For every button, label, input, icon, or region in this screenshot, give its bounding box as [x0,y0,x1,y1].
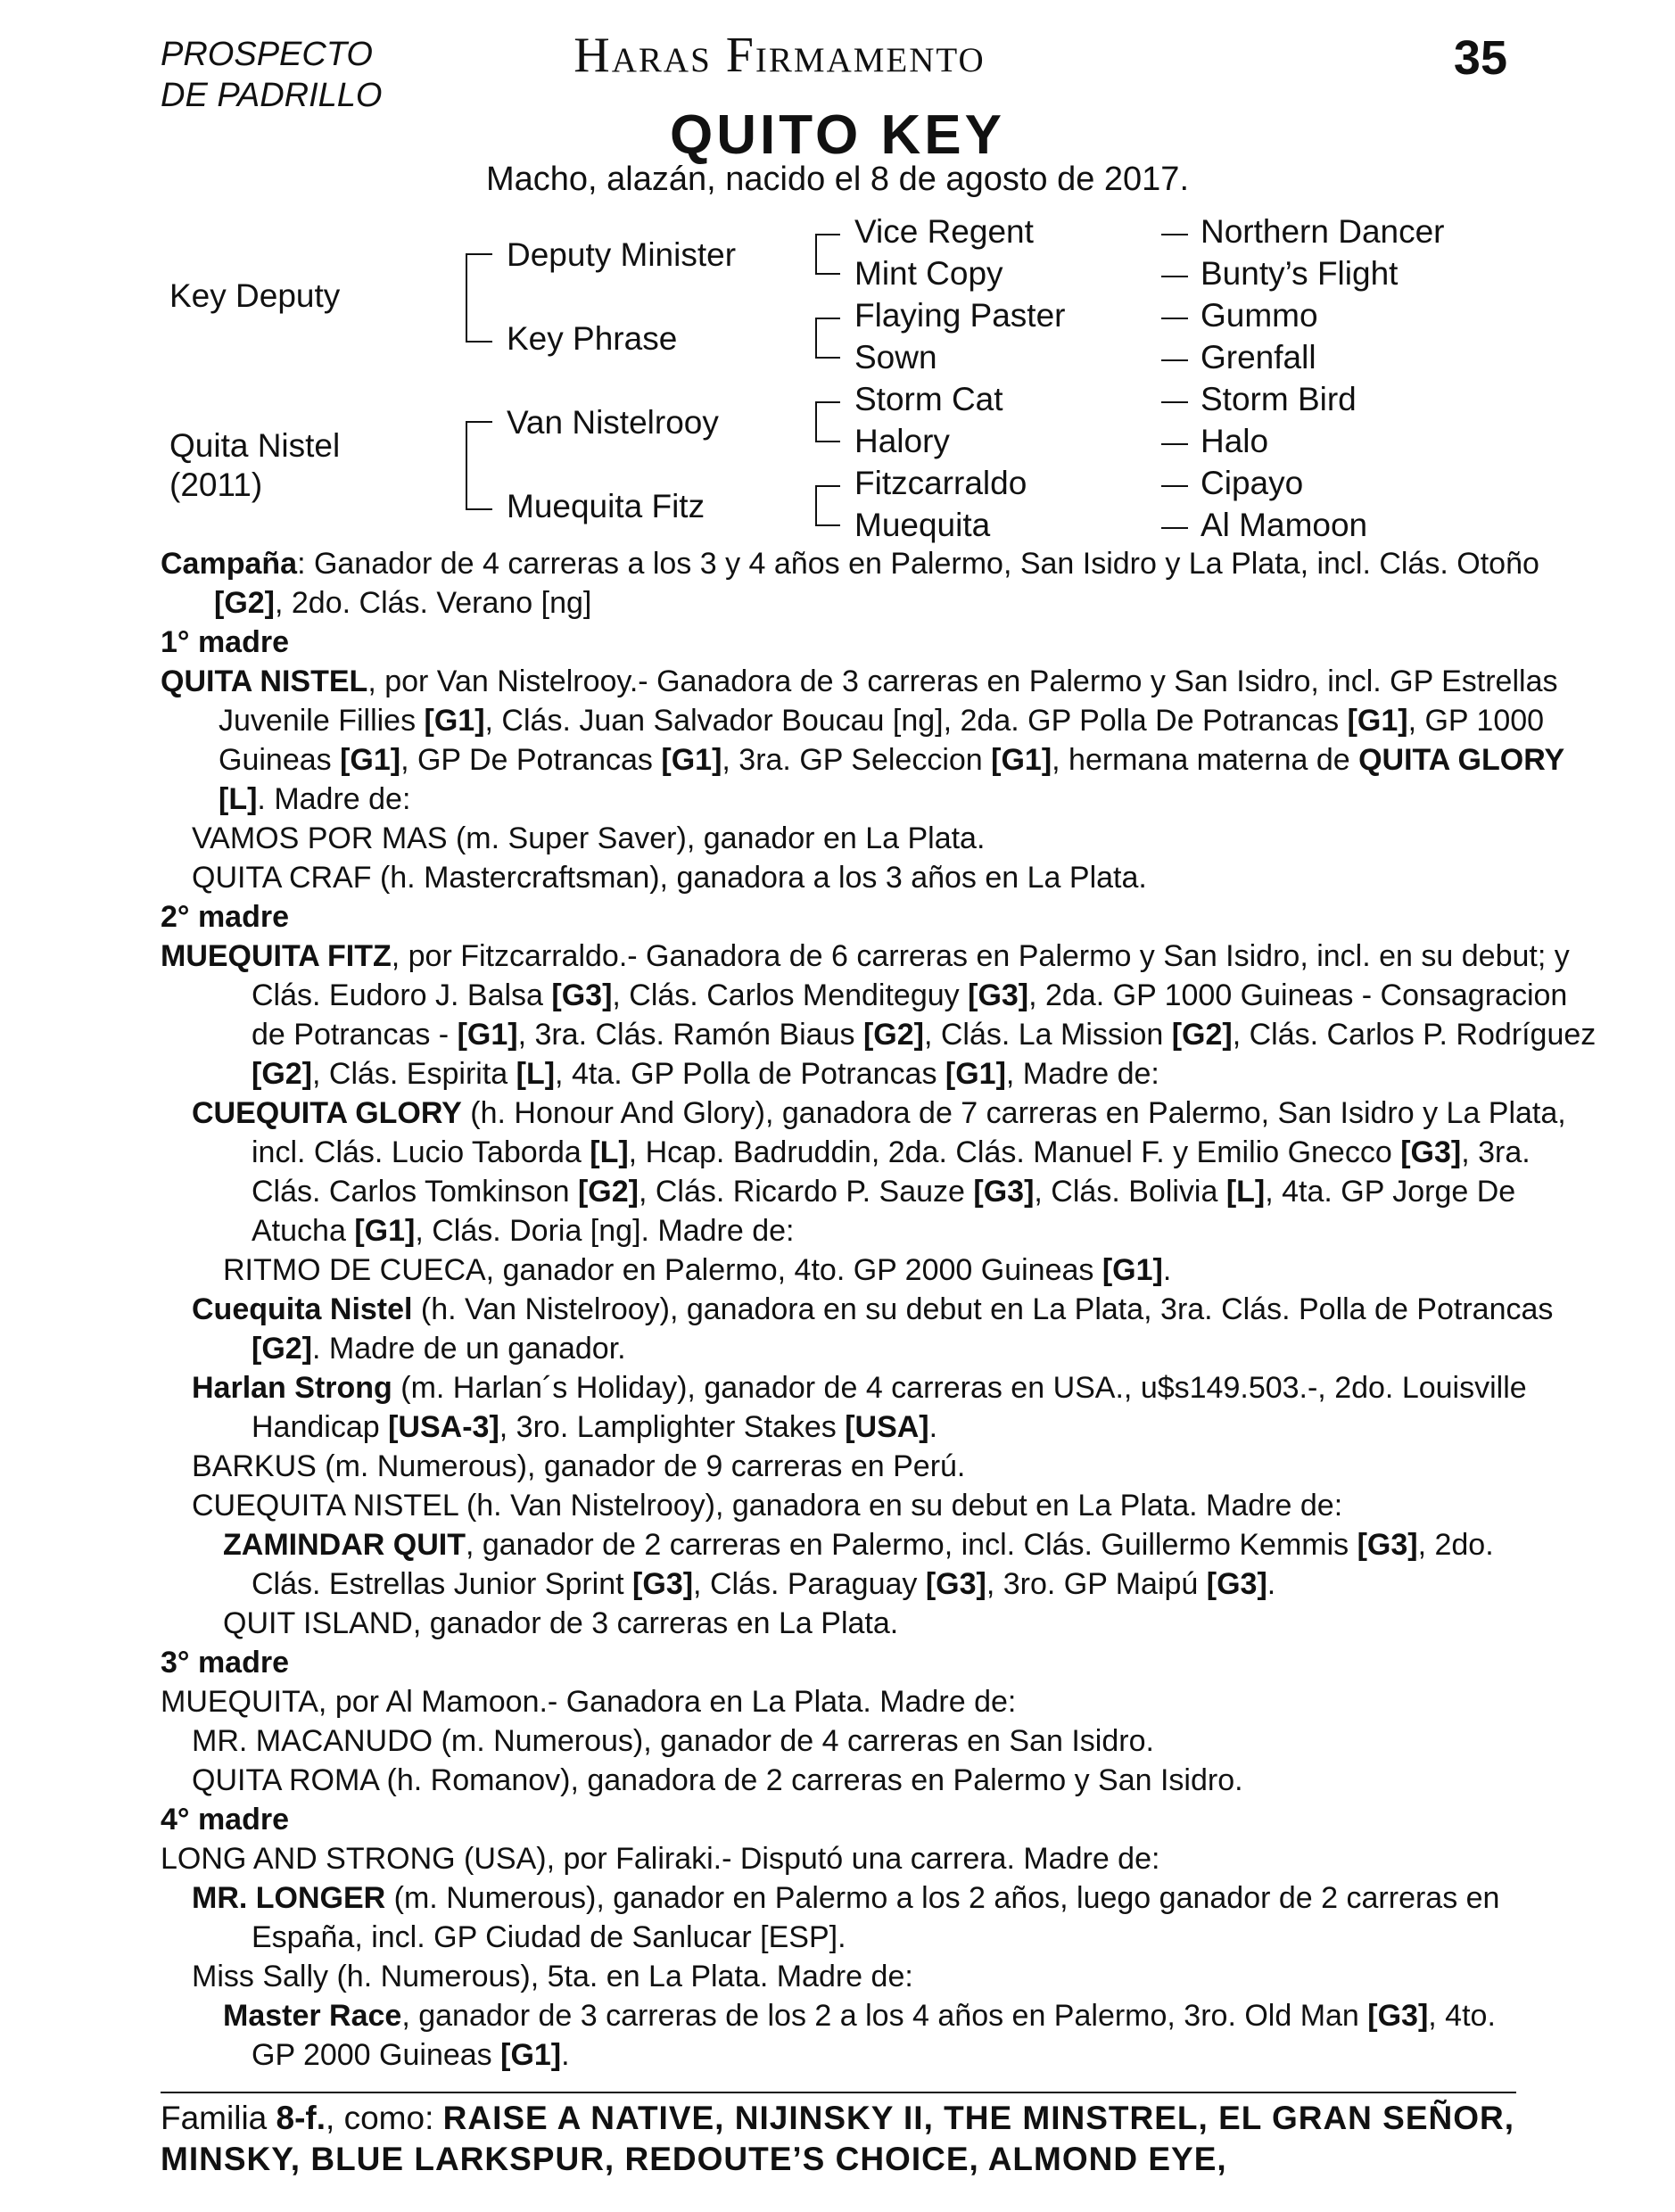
cuequita-glory-text: , Clás. Bolivia [1034,1175,1226,1209]
pedigree-g2-1: Deputy Minister [507,236,737,273]
prospecto-line-2: DE PADRILLO [161,77,383,114]
produce-item [223,1250,1559,1290]
harlan-strong-text: . [928,1410,938,1444]
divider-line [161,2092,1516,2093]
pedigree-dam-year: (2011) [169,466,263,503]
harlan-strong-text: , 3ro. Lamplighter Stakes [499,1410,846,1444]
grade-badge: [G1] [991,743,1052,777]
grade-badge: [L] [516,1057,556,1091]
pedigree-dash [1161,318,1188,319]
grade-badge: [G1] [500,2038,562,2072]
grade-badge: [G2] [862,1018,924,1052]
campana-text: , 2do. Clás. Verano [ng] [275,586,592,620]
cuequita-glory-text: , 4ta. GP Jorge De Atucha [252,1175,1516,1248]
cuequita-glory-text: , Clás. Doria [ng]. Madre de: [415,1214,795,1248]
grade-badge: [USA] [845,1410,929,1444]
produce-item: MR. MACANUDO (m. Numerous), ganador de 4 carreras en San Isidro. [192,1724,1154,1758]
master-race-name: Master Race [223,1999,402,2033]
madre-3-heading: 3° madre [161,1646,290,1680]
familia-como: , como: [326,2100,443,2136]
familia-list: RAISE A NATIVE, NIJINSKY II, THE MINSTREL, EL GRAN SEÑOR, MINSKY, BLUE LARKSPUR, REDOUTE’S CHOICE, ALMOND EYE, [161,2100,1515,2177]
pedigree-bracket [466,253,492,343]
pedigree-g3-3: Flaying Paster [854,297,1066,334]
pedigree-g4-1: Northern Dancer [1201,213,1445,250]
madre-4-heading: 4° madre [161,1803,290,1836]
campana-paragraph [0,544,1570,623]
pedigree-g2-3: Van Nistelrooy [507,404,719,441]
cuequita-nistel-text: . Madre de un ganador. [312,1332,626,1366]
master-race-text: . [561,2038,570,2072]
madre-2-text: , Clás. Carlos Menditeguy [612,978,969,1012]
harlan-strong-text: (m. Harlan´s Holiday), ganador de 4 carreras en USA., u$s149.503.-, 2do. Louisville Handicap [252,1371,1527,1444]
pedigree-g4-6: Halo [1201,423,1269,459]
horse-subtitle: Macho, alazán, nacido el 8 de agosto de 2017. [485,161,1190,198]
grade-badge: [G3] [1357,1528,1418,1562]
pedigree-dash [1161,443,1188,445]
grade-badge: [G3] [1400,1135,1462,1169]
campana-label: Campaña [161,547,298,581]
pedigree-dash [1161,527,1188,529]
pedigree-g2-4: Muequita Fitz [507,488,705,524]
master-race-text: , ganador de 3 carreras de los 2 a los 4 años en Palermo, 3ro. Old Man [401,1999,1368,2033]
campana-text: : Ganador de 4 carreras a los 3 y 4 años en Palermo, San Isidro y La Plata, incl. Clás. Otoño [297,547,1539,581]
grade-badge: [G3] [925,1567,986,1601]
madre-2-text: , 2da. GP 1000 Guineas - Consagracion de Potrancas - [252,978,1568,1052]
madre-2-text: , por Fitzcarraldo.- Ganadora de 6 carreras en Palermo y San Isidro, incl. en su debut; y Clás. Eudoro J. Balsa [252,939,1570,1012]
pedigree-dash [1161,234,1188,235]
pedigree-g3-5: Storm Cat [854,381,1003,417]
produce-item: QUITA ROMA (h. Romanov), ganadora de 2 carreras en Palermo y San Isidro. [192,1763,1243,1797]
horse-name: QUITO KEY [670,104,1005,166]
grade-badge: [G3] [973,1175,1035,1209]
zamindar-quit-text: , Clás. Paraguay [693,1567,926,1601]
pedigree-g3-6: Halory [854,423,950,459]
madre-1-text: , hermana materna de [1052,743,1359,777]
haras-title: Haras Firmamento [573,28,986,83]
pedigree-g4-8: Al Mamoon [1201,507,1368,543]
familia-paragraph [161,2098,1516,2180]
madre-1-paragraph [0,662,1574,819]
madre-1-text: , Clás. Juan Salvador Boucau [ng], 2da. GP Polla De Potrancas [484,704,1348,738]
pedigree-bracket [466,421,492,510]
grade-badge: [G3] [968,978,1029,1012]
grade-badge: [G2] [1171,1018,1233,1052]
cuequita-glory-text: , Clás. Ricardo P. Sauze [638,1175,974,1209]
harlan-strong-name: Harlan Strong [192,1371,392,1405]
master-race-text: , 4to. GP 2000 Guineas [252,1999,1496,2072]
produce-item: CUEQUITA NISTEL (h. Van Nistelrooy), ganadora en su debut en La Plata. Madre de: [192,1489,1343,1523]
grade-badge: [G1] [354,1214,416,1248]
pedigree-dash [1161,359,1188,361]
familia-code: 8-f. [276,2100,326,2136]
pedigree-sire: Key Deputy [169,277,341,314]
madre-4-line: LONG AND STRONG (USA), por Faliraki.- Disputó una carrera. Madre de: [161,1842,1160,1876]
produce-item: QUIT ISLAND, ganador de 3 carreras en La Plata. [223,1606,899,1640]
grade-badge: [G2] [577,1175,639,1209]
pedigree-g2-2: Key Phrase [507,320,678,357]
pedigree-bracket [815,318,840,359]
madre-1-text: , 3ra. GP Seleccion [722,743,992,777]
zamindar-quit-paragraph [0,1525,1545,1604]
grade-badge: [G2] [214,586,275,620]
pedigree-dash [1161,485,1188,487]
grade-badge: [G3] [1206,1567,1267,1601]
ritmo-text: . [1162,1253,1172,1287]
madre-1-sister: QUITA GLORY [L] [219,743,1564,816]
prospecto-line-1: PROSPECTO [161,36,373,73]
zamindar-quit-text: , 3ro. GP Maipú [986,1567,1207,1601]
harlan-strong-paragraph [0,1368,1576,1447]
grade-badge: [G1] [457,1018,518,1052]
grade-badge: [G1] [1347,704,1408,738]
madre-1-text: , por Van Nistelrooy.- Ganadora de 3 carreras en Palermo y San Isidro, incl. GP Estrellas Juvenile Fillies [219,664,1558,738]
cuequita-glory-name: CUEQUITA GLORY [192,1096,462,1130]
pedigree-dash [1161,401,1188,403]
pedigree-notes [0,544,1597,2075]
grade-badge: [L] [590,1135,629,1169]
grade-badge: [G3] [632,1567,694,1601]
cuequita-glory-text: , 3ra. Clás. Carlos Tomkinson [252,1135,1531,1209]
madre-2-heading: 2° madre [161,900,290,934]
master-race-paragraph [0,1996,1545,2075]
pedigree-g4-7: Cipayo [1201,465,1304,501]
zamindar-quit-text: . [1267,1567,1276,1601]
grade-badge: [G1] [945,1057,1006,1091]
produce-item: BARKUS (m. Numerous), ganador de 9 carreras en Perú. [192,1449,966,1483]
produce-item: VAMOS POR MAS (m. Super Saver), ganador en La Plata. [192,821,986,855]
pedigree-g3-1: Vice Regent [854,213,1034,250]
madre-2-name: MUEQUITA FITZ [161,939,392,973]
madre-1-text: . Madre de: [257,782,411,816]
grade-badge: [USA-3] [388,1410,499,1444]
mr-longer-paragraph [0,1878,1576,1957]
grade-badge: [G3] [1367,1999,1429,2033]
pedigree-bracket [815,485,840,526]
pedigree-bracket [815,401,840,442]
cuequita-glory-paragraph [0,1094,1576,1250]
madre-1-heading: 1° madre [161,625,290,659]
grade-badge: [G1] [424,704,485,738]
produce-item: QUITA CRAF (h. Mastercraftsman), ganadora a los 3 años en La Plata. [192,861,1147,895]
madre-2-text: , Clás. Espirita [312,1057,516,1091]
pedigree-g4-5: Storm Bird [1201,381,1357,417]
madre-2-text: , Clás. La Mission [923,1018,1172,1052]
madre-2-paragraph [0,937,1607,1094]
page-number: 35 [1453,31,1507,85]
pedigree-g3-8: Muequita [854,507,991,543]
pedigree-g4-4: Grenfall [1201,339,1316,376]
grade-badge: [G2] [252,1057,312,1091]
cuequita-nistel-name: Cuequita Nistel [192,1292,413,1326]
zamindar-quit-text: , ganador de 2 carreras en Palermo, incl. Clás. Guillermo Kemmis [465,1528,1357,1562]
grade-badge: [G1] [340,743,401,777]
mr-longer-name: MR. LONGER [192,1881,386,1915]
cuequita-glory-text: (h. Honour And Glory), ganadora de 7 carreras en Palermo, San Isidro y La Plata, incl. Clás. Lucio Taborda [252,1096,1566,1169]
pedigree-g4-2: Bunty’s Flight [1201,255,1399,292]
madre-3-line: MUEQUITA, por Al Mamoon.- Ganadora en La Plata. Madre de: [161,1685,1017,1719]
cuequita-nistel-text: (h. Van Nistelrooy), ganadora en su debut en La Plata, 3ra. Clás. Polla de Potrancas [412,1292,1554,1326]
produce-item: Miss Sally (h. Numerous), 5ta. en La Plata. Madre de: [192,1960,913,1993]
madre-1-text: , GP 1000 Guineas [219,704,1545,777]
grade-badge: [G2] [252,1332,312,1366]
madre-1-text: , GP De Potrancas [400,743,662,777]
cuequita-nistel-paragraph [0,1290,1576,1368]
madre-1-name: QUITA NISTEL [161,664,368,698]
madre-2-text: , 3ra. Clás. Ramón Biaus [517,1018,863,1052]
madre-2-text: , Clás. Carlos P. Rodríguez [1232,1018,1597,1052]
grade-badge: [G1] [661,743,722,777]
pedigree-dam: Quita Nistel [169,427,341,464]
pedigree-g3-2: Mint Copy [854,255,1003,292]
pedigree-g3-4: Sown [854,339,937,376]
madre-2-text: , Madre de: [1005,1057,1159,1091]
pedigree-dash [1161,276,1188,277]
pedigree-bracket [815,234,840,275]
zamindar-quit-text: , 2do. Clás. Estrellas Junior Sprint [252,1528,1494,1601]
pedigree-g4-3: Gummo [1201,297,1318,334]
cuequita-glory-text: , Hcap. Badruddin, 2da. Clás. Manuel F. y Emilio Gnecco [628,1135,1401,1169]
grade-badge: [L] [1225,1175,1266,1209]
madre-2-text: , 4ta. GP Polla de Potrancas [555,1057,945,1091]
grade-badge: [G1] [1102,1253,1163,1287]
ritmo-text: RITMO DE CUECA, ganador en Palermo, 4to. GP 2000 Guineas [223,1253,1102,1287]
zamindar-quit-name: ZAMINDAR QUIT [223,1528,466,1562]
grade-badge: [G3] [551,978,613,1012]
mr-longer-text: (m. Numerous), ganador en Palermo a los 2 años, luego ganador de 2 carreras en España, incl. GP Ciudad de Sanlucar [ESP]. [252,1881,1500,1954]
pedigree-g3-7: Fitzcarraldo [854,465,1027,501]
familia-label: Familia [161,2100,276,2136]
